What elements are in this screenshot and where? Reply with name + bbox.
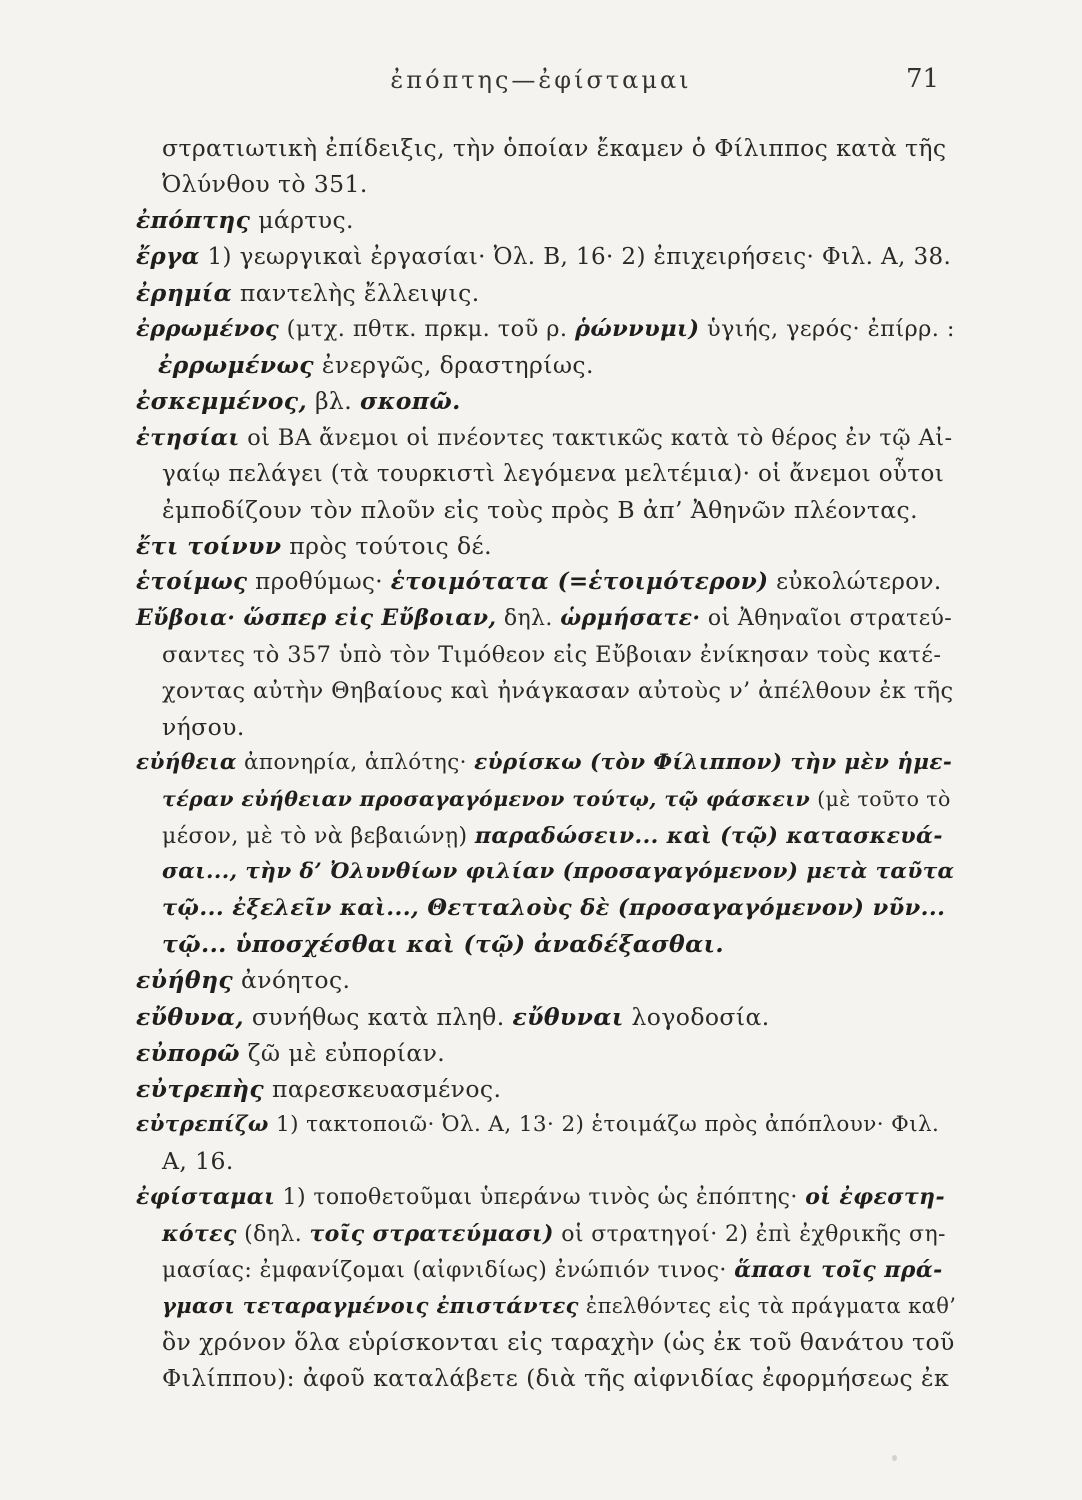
definition-text: (μτχ. πθτκ. πρκμ. τοῦ ρ. xyxy=(279,315,575,342)
headword: ἐπόπτης xyxy=(136,206,251,235)
definition-text: στρατιωτικὴ ἐπίδειξις, τὴν ὁποίαν ἔκαμεν ὁ Φίλιππος κατὰ τῆς xyxy=(162,134,947,162)
definition-text: ἀνόητος. xyxy=(233,966,351,995)
text-line xyxy=(136,854,956,890)
definition-text: συνήθως κατὰ πληθ. xyxy=(243,1002,513,1031)
text-line xyxy=(136,926,956,962)
text-line xyxy=(136,456,956,492)
definition-text: ζῶ μὲ εὐπορίαν. xyxy=(239,1038,446,1067)
headword: ἔτι τοίνυν xyxy=(136,532,282,561)
definition-text: (δηλ. xyxy=(236,1221,310,1247)
headword: ἐρρωμένος xyxy=(136,315,280,342)
text-line xyxy=(136,999,956,1035)
text-line xyxy=(136,890,956,926)
headword: εὐήθεια xyxy=(136,750,237,776)
definition-text: σαντες τὸ 357 ὑπὸ τὸν Τιμόθεον εἰς Εὔβοιαν ἐνίκησαν τοὺς κατέ- xyxy=(162,641,942,668)
headword: γμασι τεταραγμένοις ἐπιστάντες xyxy=(162,1293,579,1318)
definition-text: 1) τακτοποιῶ· Ὀλ. Α, 13· 2) ἑτοιμάζω πρὸς ἀπόπλουν· Φιλ. xyxy=(268,1112,940,1138)
headword: ὡρμήσατε· xyxy=(560,605,701,632)
definition-text: βλ. xyxy=(307,387,360,416)
running-head: ἐπόπτης—ἐφίσταμαι xyxy=(390,66,692,94)
headword: ἑτοιμότατα (=ἑτοιμότερον) xyxy=(390,568,769,596)
text-line xyxy=(136,962,956,998)
text-line xyxy=(136,1252,956,1288)
text-line xyxy=(136,492,956,528)
headword: ἔργα xyxy=(136,242,200,270)
definition-text: λογοδοσία. xyxy=(623,1002,770,1031)
definition-text: πρὸς τούτοις δέ. xyxy=(281,532,492,561)
definition-text: Φιλίππου): ἀφοῦ καταλάβετε (διὰ τῆς αἰφνιδίας ἐφορμήσεως ἐκ xyxy=(162,1364,950,1393)
text-line xyxy=(136,420,956,456)
definition-text: οἱ ΒΑ ἄνεμοι οἱ πνέοντες τακτικῶς κατὰ τὸ θέρος ἐν τῷ Αἰ- xyxy=(239,424,953,451)
definition-text: ἐμποδίζουν τὸν πλοῦν εἰς τοὺς πρὸς Β ἀπ’ Ἀθηνῶν πλέοντας. xyxy=(162,495,918,524)
text-line xyxy=(136,347,956,383)
headword: εὔθυνα, xyxy=(136,1002,244,1031)
text-line xyxy=(136,383,956,419)
definition-text: γαίῳ πελάγει (τὰ τουρκιστὶ λεγόμενα μελτέμια)· οἱ ἄνεμοι οὗτοι xyxy=(162,460,945,487)
headword: ἐφίσταμαι xyxy=(136,1184,276,1211)
headword: εὐτρεπὴς xyxy=(136,1074,265,1103)
text-line xyxy=(136,1360,956,1396)
definition-text: Α, 16. xyxy=(162,1147,234,1176)
text-line xyxy=(136,1216,956,1252)
definition-text: ὃν χρόνον ὅλα εὑρίσκονται εἰς ταραχὴν (ὡς ἐκ τοῦ θανάτου τοῦ xyxy=(162,1328,955,1357)
headword: παραδώσειν... καὶ (τῷ) κατασκευά- xyxy=(474,822,943,849)
headword: σκοπῶ. xyxy=(359,387,461,416)
definition-text: εὐκολώτερον. xyxy=(768,569,942,596)
headword: εὐήθης xyxy=(136,966,234,995)
headword: ἐρρωμένως xyxy=(158,351,314,380)
headword: κότες xyxy=(162,1220,237,1247)
text-line xyxy=(136,745,956,781)
dictionary-entries xyxy=(136,130,956,1397)
text-line xyxy=(136,1035,956,1071)
definition-text: νήσου. xyxy=(162,713,245,741)
definition-text: μασίας: ἐμφανίζομαι (αἰφνιδίως) ἐνώπιόν τινος· xyxy=(162,1257,735,1283)
text-line xyxy=(136,311,956,347)
headword: Εὔβοια· ὥσπερ εἰς Εὔβοιαν, xyxy=(136,605,497,632)
headword: ἐσκεμμένος, xyxy=(136,387,308,416)
text-line xyxy=(136,709,956,745)
definition-text: μάρτυς. xyxy=(250,206,354,235)
headword: τοῖς στρατεύμασι) xyxy=(309,1220,554,1247)
headword: εὔθυναι xyxy=(512,1002,624,1031)
definition-text: οἱ στρατηγοί· 2) ἐπὶ ἐχθρικῆς ση- xyxy=(553,1221,946,1247)
headword: τῷ... ὑποσχέσθαι καὶ (τῷ) ἀναδέξασθαι. xyxy=(162,930,724,959)
headword: ἐρημία xyxy=(136,278,233,307)
text-line xyxy=(136,239,956,275)
text-line xyxy=(136,673,956,709)
headword: σαι..., τὴν δ’ Ὀλυνθίων φιλίαν (προσαγαγόμενον) μετὰ ταῦτα xyxy=(162,858,955,884)
text-line xyxy=(136,1288,956,1324)
text-line xyxy=(136,600,956,636)
headword: εὑρίσκω (τὸν Φίλιππον) τὴν μὲν ἡμε- xyxy=(474,750,953,776)
definition-text: παντελὴς ἔλλειψις. xyxy=(232,278,480,307)
headword: ἐτησίαι xyxy=(136,424,240,451)
text-line xyxy=(136,166,956,202)
headword: εὐτρεπίζω xyxy=(136,1112,269,1138)
text-line xyxy=(136,1324,956,1360)
page-number: 71 xyxy=(906,64,940,94)
definition-text: 1) γεωργικαὶ ἐργασίαι· Ὀλ. Β, 16· 2) ἐπιχειρήσεις· Φιλ. Α, 38. xyxy=(199,243,952,270)
text-line xyxy=(136,1179,956,1215)
headword: τέραν εὐήθειαν προσαγαγόμενον τούτῳ, τῷ φάσκειν xyxy=(162,787,811,812)
paper-speck xyxy=(892,1455,897,1461)
headword: ῥώννυμι) xyxy=(574,315,700,342)
text-line xyxy=(136,1143,956,1179)
definition-text: 1) τοποθετοῦμαι ὑπεράνω τινὸς ὡς ἐπόπτης· xyxy=(275,1185,806,1211)
text-line xyxy=(136,1107,956,1143)
definition-text: χοντας αὐτὴν Θηβαίους καὶ ἠνάγκασαν αὐτοὺς ν’ ἀπέλθουν ἐκ τῆς xyxy=(162,677,954,704)
headword: ἅπασι τοῖς πρά- xyxy=(734,1256,943,1283)
text-line xyxy=(136,564,956,600)
text-line xyxy=(136,275,956,311)
definition-text: δηλ. xyxy=(496,606,561,632)
text-line xyxy=(136,781,956,817)
definition-text: Ὀλύνθου τὸ 351. xyxy=(162,170,368,199)
definition-text: ἐνεργῶς, δραστηρίως. xyxy=(314,351,594,380)
headword: τῷ... ἐξελεῖν καὶ..., Θετταλοὺς δὲ (προσαγαγόμενον) νῦν... xyxy=(162,894,946,921)
text-line xyxy=(136,130,956,166)
headword: εὐπορῶ xyxy=(136,1038,240,1067)
definition-text: (μὲ τοῦτο τὸ xyxy=(810,787,951,812)
definition-text: ἀπονηρία, ἁπλότης· xyxy=(236,750,475,776)
definition-text: ὑγιής, γερός· ἐπίρρ. : xyxy=(699,315,955,342)
definition-text: παρεσκευασμένος. xyxy=(264,1074,502,1103)
definition-text: οἱ Ἀθηναῖοι στρατεύ- xyxy=(700,606,953,632)
text-line xyxy=(136,637,956,673)
text-line xyxy=(136,1071,956,1107)
headword: οἱ ἐφεστη- xyxy=(805,1184,945,1211)
text-line xyxy=(136,528,956,564)
definition-text: μέσον, μὲ τὸ νὰ βεβαιώνῃ) xyxy=(162,823,475,849)
headword: ἑτοίμως xyxy=(136,568,248,596)
text-line xyxy=(136,818,956,854)
definition-text: προθύμως· xyxy=(247,569,391,596)
definition-text: ἐπελθόντες εἰς τὰ πράγματα καθ’ xyxy=(578,1294,957,1318)
text-line xyxy=(136,202,956,238)
